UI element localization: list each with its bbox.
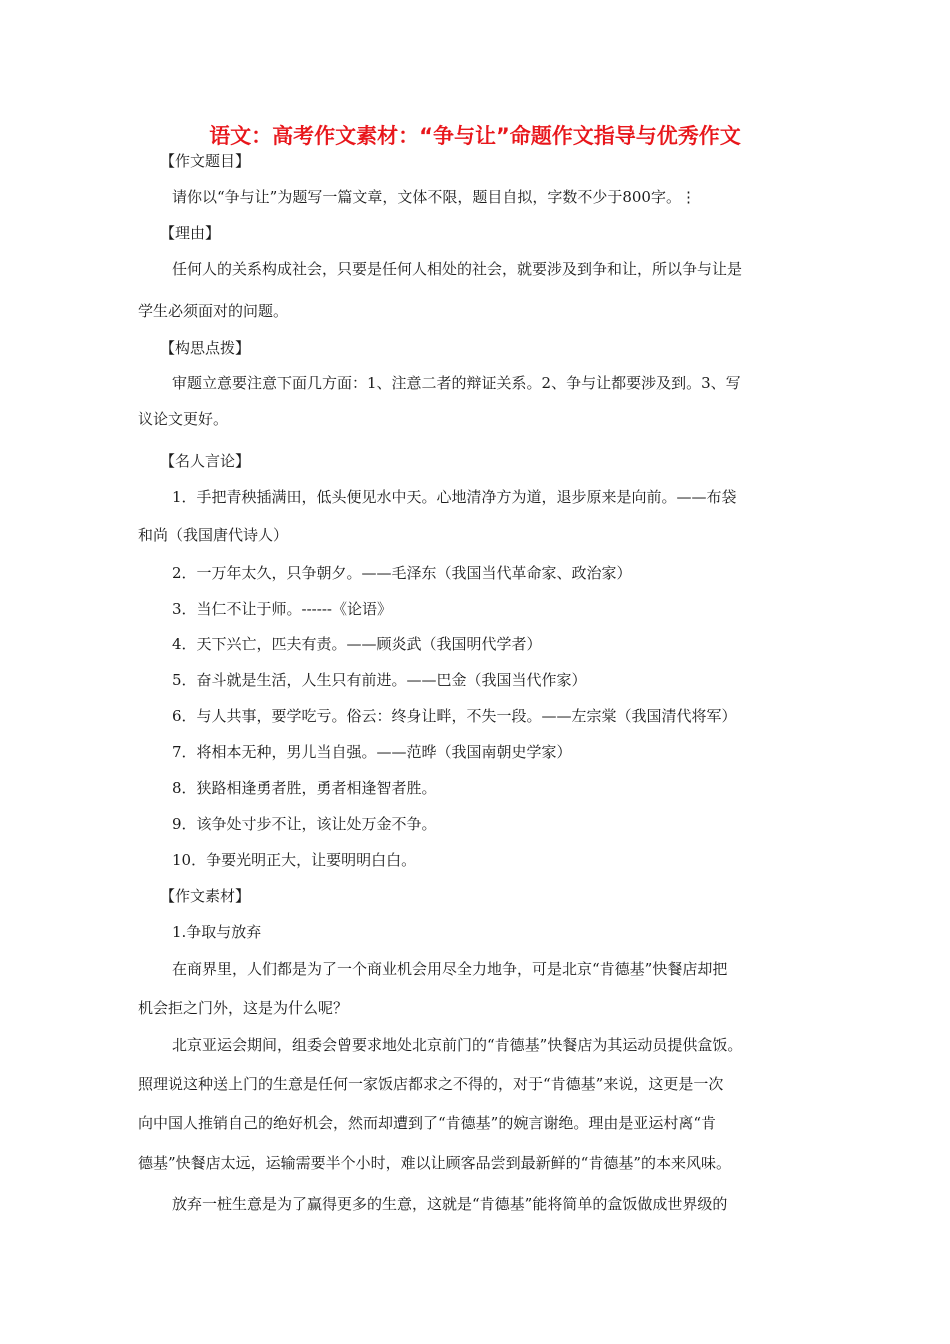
paragraph-line: 德基”快餐店太远，运输需要半个小时，难以让顾客品尝到最新鲜的“肯德基”的本来风味。	[138, 1154, 732, 1172]
paragraph-line: 照理说这种送上门的生意是任何一家饭店都求之不得的，对于“肯德基”来说，这更是一次	[138, 1075, 724, 1093]
paragraph-line: 放弃一桩生意是为了赢得更多的生意，这就是“肯德基”能将简单的盒饭做成世界级的	[172, 1195, 728, 1213]
paragraph-line: 议论文更好。	[138, 410, 229, 428]
quote-line: 5．奋斗就是生活，人生只有前进。——巴金（我国当代作家）	[172, 671, 587, 689]
quote-line: 6．与人共事，要学吃亏。俗云：终身让畔，不失一段。——左宗棠（我国清代将军）	[172, 707, 737, 725]
paragraph-line: 机会拒之门外，这是为什么呢？	[138, 999, 349, 1017]
paragraph-line: 在商界里，人们都是为了一个商业机会用尽全力地争，可是北京“肯德基”快餐店却把	[172, 960, 728, 978]
section-heading-topic: 【作文题目】	[160, 152, 251, 170]
section-heading-idea: 【构思点拨】	[160, 339, 251, 357]
paragraph-line: 请你以“争与让”为题写一篇文章，文体不限，题目自拟，字数不少于800字。⋮	[172, 188, 696, 206]
paragraph-line: 审题立意要注意下面几方面：1、注意二者的辩证关系。2、争与让都要涉及到。3、写	[172, 374, 741, 392]
quote-line: 7．将相本无种，男儿当自强。——范晔（我国南朝史学家）	[172, 743, 572, 761]
paragraph-line: 向中国人推销自己的绝好机会，然而却遭到了“肯德基”的婉言谢绝。理由是亚运村离“肯	[138, 1114, 717, 1132]
section-heading-reason: 【理由】	[160, 224, 221, 242]
document-title: 语文：高考作文素材：“争与让”命题作文指导与优秀作文	[209, 124, 741, 148]
section-heading-material: 【作文素材】	[160, 887, 251, 905]
quote-line: 3．当仁不让于师。------《论语》	[172, 600, 392, 618]
quote-line: 和尚（我国唐代诗人）	[138, 526, 289, 544]
quote-line: 1．手把青秧插满田，低头便见水中天。心地清净方为道，退步原来是向前。——布袋	[172, 488, 737, 506]
quote-line: 8．狭路相逢勇者胜，勇者相逢智者胜。	[172, 779, 437, 797]
section-heading-quotes: 【名人言论】	[160, 452, 251, 470]
paragraph-line: 北京亚运会期间，组委会曾要求地处北京前门的“肯德基”快餐店为其运动员提供盒饭。	[172, 1036, 743, 1054]
quote-line: 10．争要光明正大，让要明明白白。	[172, 851, 417, 869]
paragraph-line: 学生必须面对的问题。	[138, 302, 289, 320]
quote-line: 4．天下兴亡，匹夫有责。——顾炎武（我国明代学者）	[172, 635, 542, 653]
subheading-line: 1.争取与放弃	[172, 923, 262, 941]
paragraph-line: 任何人的关系构成社会，只要是任何人相处的社会，就要涉及到争和让，所以争与让是	[172, 260, 743, 278]
quote-line: 2．一万年太久，只争朝夕。——毛泽东（我国当代革命家、政治家）	[172, 564, 632, 582]
quote-line: 9．该争处寸步不让，该让处万金不争。	[172, 815, 437, 833]
